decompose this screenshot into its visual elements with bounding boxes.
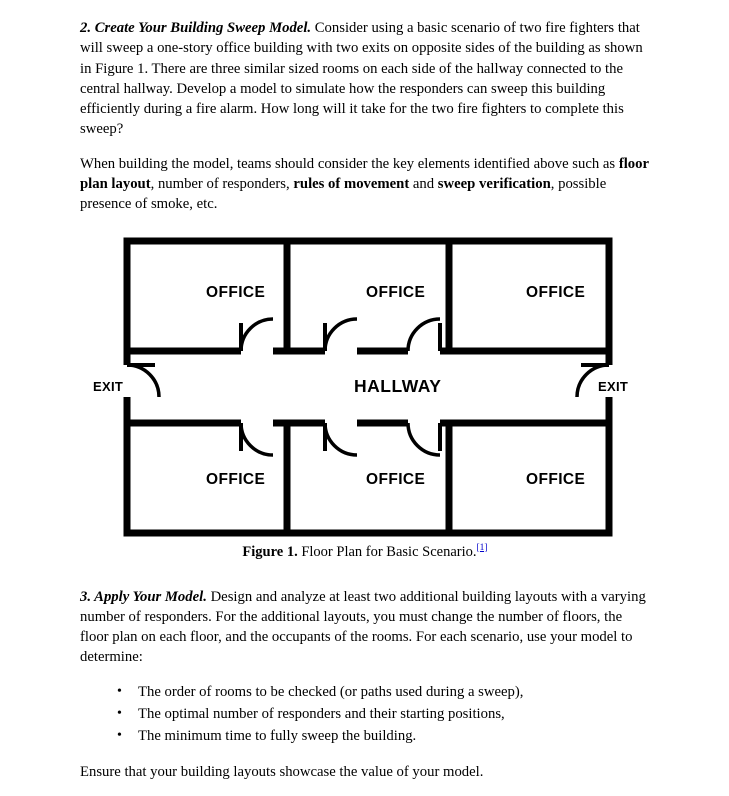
figure-caption	[80, 543, 650, 561]
body-apply-model: Design and analyze at least two additional building layouts with a varying number of responders. For the additional layouts, you must change the number of floors, the floor plan on each floor, and the occupants of the rooms. For each scenario, use your model to determine:	[80, 588, 646, 666]
body-create-model: Consider using a basic scenario of two fire fighters that will sweep a one-story office building with two exits on opposite sides of the building as shown in Figure 1. There are three similar sized rooms on each side of the hallway connected to the central hallway. Develop a model to simulate how the responders can sweep this building efficiently during a fire alarm. How long will it take for the two fire fighters to complete this sweep?	[80, 20, 643, 138]
key-elements-part3: and	[409, 175, 438, 192]
room-label-top-center: OFFICE	[366, 283, 426, 301]
hallway-label: HALLWAY	[354, 375, 442, 396]
room-label-bottom-right: OFFICE	[526, 470, 586, 488]
key-elements-part1: When building the model, teams should consider the key elements identified above such as	[80, 155, 619, 172]
figure-reference-link[interactable]: [1]	[476, 542, 488, 553]
key-elements-part4: , possible presence of smoke, etc.	[80, 175, 607, 213]
paragraph-closing: Ensure that your building layouts showcase the value of your model.	[80, 763, 484, 780]
paragraph-key-elements	[80, 154, 650, 215]
figure-reference[interactable]	[477, 543, 488, 553]
key-elements-bold-verification: sweep verification	[437, 175, 551, 192]
room-label-bottom-left: OFFICE	[206, 470, 266, 488]
figure-caption-text: Floor Plan for Basic Scenario.	[297, 543, 477, 560]
figure-floor-plan	[80, 237, 650, 567]
room-label-top-left: OFFICE	[206, 283, 266, 301]
exit-label-right: EXIT	[598, 378, 629, 394]
figure-number: Figure 1.	[242, 543, 298, 560]
paragraph-apply-model	[80, 587, 650, 668]
list-item: • The minimum time to fully sweep the building.	[138, 726, 650, 747]
list-item: • The optimal number of responders and their starting positions,	[138, 704, 650, 725]
bullet-list	[80, 682, 650, 748]
key-elements-bold-rules: rules of movement	[293, 175, 410, 192]
heading-apply-model: 3. Apply Your Model.	[80, 588, 207, 605]
document-content	[80, 18, 650, 796]
room-label-top-right: OFFICE	[526, 283, 586, 301]
exit-label-left: EXIT	[93, 378, 124, 394]
key-elements-part2: , number of responders,	[150, 175, 294, 192]
list-item: • The order of rooms to be checked (or paths used during a sweep),	[138, 682, 650, 703]
paragraph-create-model	[80, 18, 650, 140]
room-label-bottom-center: OFFICE	[366, 470, 426, 488]
heading-create-model: 2. Create Your Building Sweep Model.	[80, 20, 312, 36]
key-elements-bold-floor-plan: floor plan layout	[80, 155, 649, 192]
